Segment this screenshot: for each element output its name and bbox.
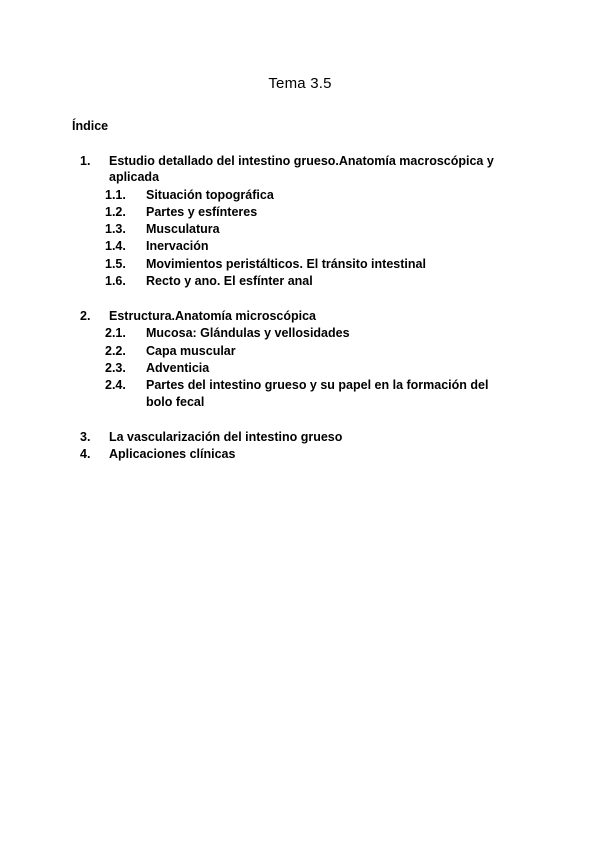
subsection-1-4-number: 1.4. [105,239,126,253]
subsection-1-5-title: Movimientos peristálticos. El tránsito intestinal [146,257,426,271]
subsection-1-3-number: 1.3. [105,222,126,236]
page-title: Tema 3.5 [268,75,332,92]
section-4-title: Aplicaciones clínicas [109,447,236,461]
subsection-2-1-number: 2.1. [105,326,126,340]
subsection-1-2-title: Partes y esfínteres [146,205,258,219]
section-4-number: 4. [80,447,91,461]
section-1-title: Estudio detallado del intestino grueso.Anatomía macroscópica y [109,154,494,168]
subsection-2-2-number: 2.2. [105,344,126,358]
subsection-2-4-title: Partes del intestino grueso y su papel en la formación del [146,378,489,392]
subsection-2-4-number: 2.4. [105,378,126,392]
subsection-1-1-title: Situación topográfica [146,188,274,202]
subsection-2-3-number: 2.3. [105,361,126,375]
subsection-2-1-title: Mucosa: Glándulas y vellosidades [146,326,350,340]
section-3-number: 3. [80,430,91,444]
subsection-2-2-title: Capa muscular [146,344,236,358]
subsection-2-4-title-cont: bolo fecal [146,395,205,409]
section-1-number: 1. [80,154,91,168]
section-1-title-cont: aplicada [109,170,160,184]
section-2-title: Estructura.Anatomía microscópica [109,309,317,323]
subsection-1-1-number: 1.1. [105,188,126,202]
index-heading: Índice [72,119,109,133]
section-3-title: La vascularización del intestino grueso [109,430,343,444]
subsection-1-6-title: Recto y ano. El esfínter anal [146,274,313,288]
section-2-number: 2. [80,309,91,323]
subsection-2-3-title: Adventicia [146,361,210,375]
subsection-1-3-title: Musculatura [146,222,220,236]
subsection-1-4-title: Inervación [146,239,209,253]
subsection-1-2-number: 1.2. [105,205,126,219]
subsection-1-5-number: 1.5. [105,257,126,271]
subsection-1-6-number: 1.6. [105,274,126,288]
